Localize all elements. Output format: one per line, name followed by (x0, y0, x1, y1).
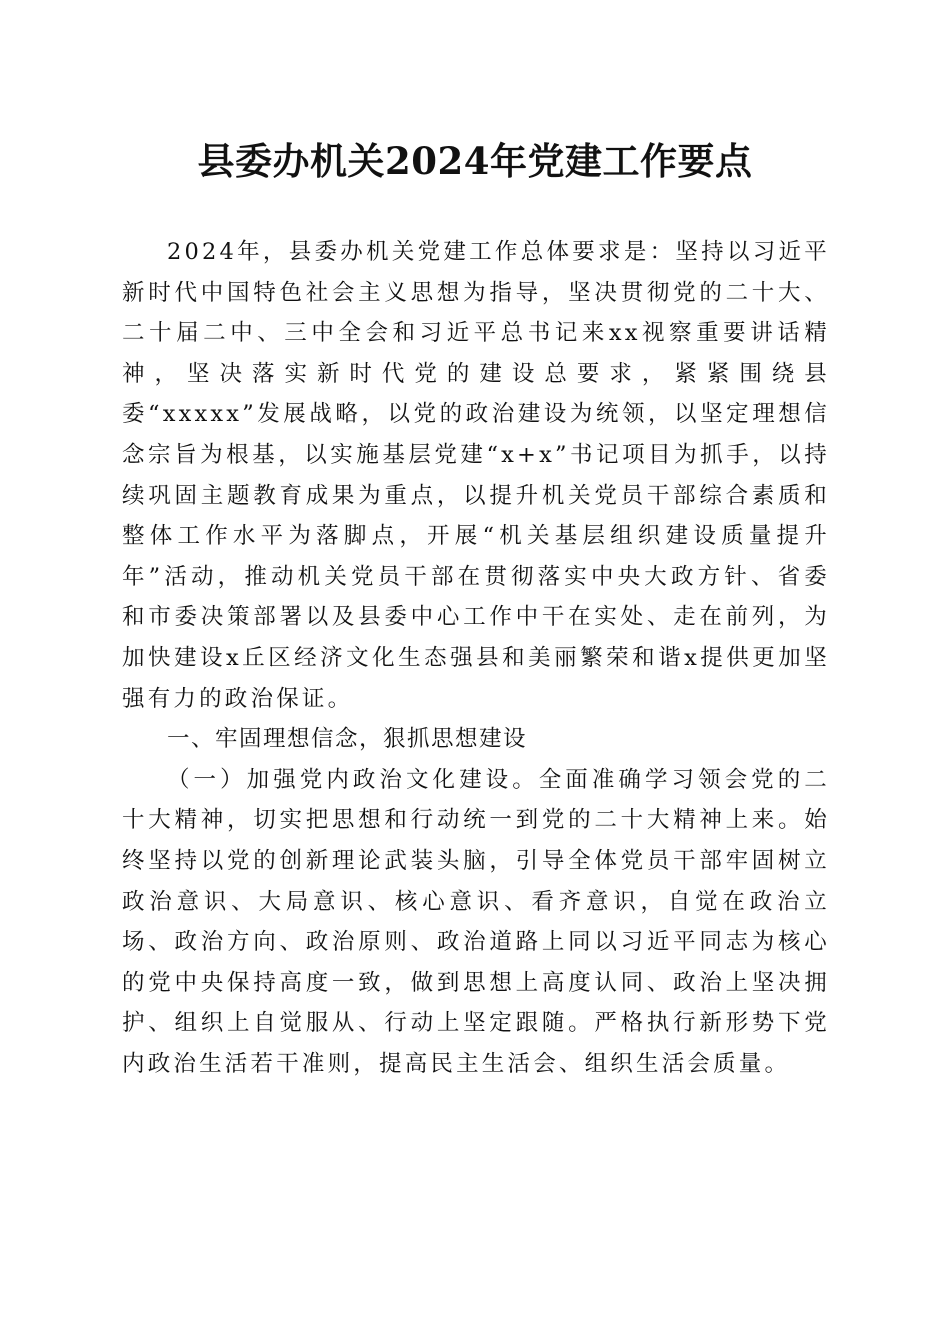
intro-paragraph: 2024年，县委办机关党建工作总体要求是：坚持以习近平新时代中国特色社会主义思想为指导，坚决贯彻党的二十大、二十届二中、三中全会和习近平总书记来xx视察重要讲话精神，坚决落实新时代党的建设总要求，紧紧围绕县委“xxxxx”发展战略，以党的政治建设为统领，以坚定理想信念宗旨为根基，以实施基层党建“x+x”书记项目为抓手，以持续巩固主题教育成果为重点，以提升机关党员干部综合素质和整体工作水平为落脚点，开展“机关基层组织建设质量提升年”活动，推动机关党员干部在贯彻落实中央大政方针、省委和市委决策部署以及县委中心工作中干在实处、走在前列，为加快建设x丘区经济文化生态强县和美丽繁荣和谐x提供更加坚强有力的政治保证。 (122, 239, 830, 712)
document-body (122, 232, 830, 1084)
document-title: 县委办机关2024年党建工作要点 (197, 139, 753, 183)
section-1-heading: 一、牢固理想信念，狠抓思想建设 (167, 726, 528, 753)
section-1-paragraph: （一）加强党内政治文化建设。全面准确学习领会党的二十大精神，切实把思想和行动统一到党的二十大精神上来。始终坚持以党的创新理论武装头脑，引导全体党员干部牢固树立政治意识、大局意识、核心意识、看齐意识，自觉在政治立场、政治方向、政治原则、政治道路上同以习近平同志为核心的党中央保持高度一致，做到思想上高度认同、政治上坚决拥护、组织上自觉服从、行动上坚定跟随。严格执行新形势下党内政治生活若干准则，提高民主生活会、组织生活会质量。 (122, 766, 830, 1077)
